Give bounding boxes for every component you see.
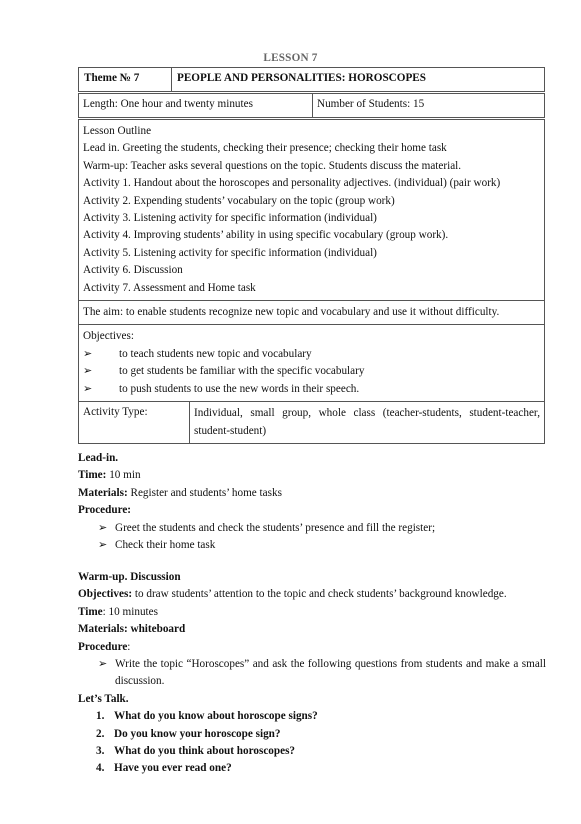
procedure-item [98, 520, 546, 537]
procedure-item [98, 656, 546, 691]
time-label: Time [78, 605, 103, 618]
lets-talk-heading: Let’s Talk. [78, 692, 129, 705]
theme-label: Theme № 7 [79, 68, 172, 92]
question-text: Have you ever read one? [114, 762, 232, 775]
warm-up-time [78, 604, 546, 621]
arrow-bullet-icon: ➢ [83, 365, 93, 378]
objective-item [83, 363, 540, 380]
question-item [96, 708, 546, 725]
lead-in-heading: Lead-in. [78, 452, 119, 464]
time-value: 10 min [106, 469, 141, 482]
time-value: : 10 minutes [102, 605, 158, 618]
lesson-title: LESSON 7 [263, 52, 318, 64]
question-text: What do you know about horoscope signs? [114, 710, 318, 723]
outline-item: Activity 2. Expending students’ vocabulary on the topic (group work) [83, 194, 395, 207]
outline-item: Lead in. Greeting the students, checking their presence; checking their home task [83, 142, 447, 155]
question-number: 1. [96, 710, 105, 723]
warm-up-heading: Warm-up. Discussion [78, 571, 181, 583]
lead-in-section [78, 450, 546, 554]
procedure-item [98, 537, 546, 554]
question-number: 2. [96, 727, 105, 740]
outline-item: Activity 7. Assessment and Home task [83, 281, 256, 294]
question-number: 4. [96, 762, 105, 775]
objectives-title: Objectives: [83, 330, 134, 343]
question-text: What do you think about horoscopes? [114, 745, 296, 758]
objective-text: to teach students new topic and vocabulary [119, 347, 312, 360]
question-text: Do you know your horoscope sign? [114, 727, 281, 740]
arrow-bullet-icon: ➢ [83, 347, 93, 360]
outline-item: Activity 4. Improving students’ ability in using specific vocabulary (group work). [83, 229, 449, 242]
theme-table [78, 67, 545, 92]
length-students-table [78, 93, 545, 118]
activity-type-label: Activity Type: [79, 402, 190, 444]
number-of-students: Number of Students: 15 [313, 94, 545, 118]
arrow-bullet-icon: ➢ [98, 539, 108, 552]
objectives-cell [79, 325, 545, 402]
objective-text: to get students be familiar with the specific vocabulary [119, 365, 365, 378]
materials-label: Materials: [78, 486, 128, 499]
objective-text: to push students to use the new words in their speech. [119, 382, 360, 395]
objective-item [83, 346, 540, 363]
lead-in-materials [78, 485, 546, 502]
outline-item: Warm-up: Teacher asks several questions on the topic. Students discuss the material. [83, 159, 462, 172]
lesson-outline-cell [79, 120, 545, 301]
time-label: Time: [78, 469, 107, 482]
procedure-text: Write the topic “Horoscopes” and ask the following questions from students and make a small discussion. [115, 658, 546, 688]
warm-up-materials: Materials: whiteboard [78, 623, 186, 636]
procedure-label: Procedure: [78, 504, 132, 517]
theme-title: PEOPLE AND PERSONALITIES: HOROSCOPES [172, 68, 545, 92]
warm-up-section [78, 569, 546, 778]
warm-up-procedure [78, 639, 546, 656]
question-item [96, 726, 546, 743]
lead-in-time [78, 467, 546, 484]
question-number: 3. [96, 745, 105, 758]
outline-item: Activity 1. Handout about the horoscopes and personality adjectives. (individual) (pair work) [83, 177, 501, 190]
lesson-length: Length: One hour and twenty minutes [79, 94, 313, 118]
procedure-label: Procedure [78, 640, 128, 653]
aim-cell [79, 301, 545, 325]
objective-item [83, 381, 540, 398]
outline-item: Activity 5. Listening activity for specific information (individual) [83, 246, 377, 259]
objectives-label: Objectives: [78, 588, 133, 601]
outline-item: Activity 3. Listening activity for specific information (individual) [83, 212, 377, 225]
outline-item: Activity 6. Discussion [83, 264, 183, 277]
materials-value: Register and students’ home tasks [127, 486, 282, 499]
aim-text: The aim: to enable students recognize new topic and vocabulary and use it without difficulty. [83, 306, 500, 319]
objectives-value: to draw students’ attention to the topic and check students’ background knowledge. [132, 588, 507, 601]
arrow-bullet-icon: ➢ [98, 658, 108, 671]
question-item [96, 743, 546, 760]
activity-type-value: Individual, small group, whole class (teacher-students, student-teacher, student-student) [190, 402, 545, 444]
questions-list [78, 708, 546, 778]
procedure-text: Greet the students and check the students’ presence and fill the register; [115, 521, 436, 534]
procedure-colon: : [127, 640, 131, 653]
outline-title: Lesson Outline [83, 125, 152, 137]
question-item [96, 760, 546, 777]
procedure-text: Check their home task [115, 539, 216, 552]
lesson-plan-table [78, 119, 545, 444]
arrow-bullet-icon: ➢ [83, 382, 93, 395]
arrow-bullet-icon: ➢ [98, 521, 108, 534]
warm-up-objectives [78, 586, 546, 603]
